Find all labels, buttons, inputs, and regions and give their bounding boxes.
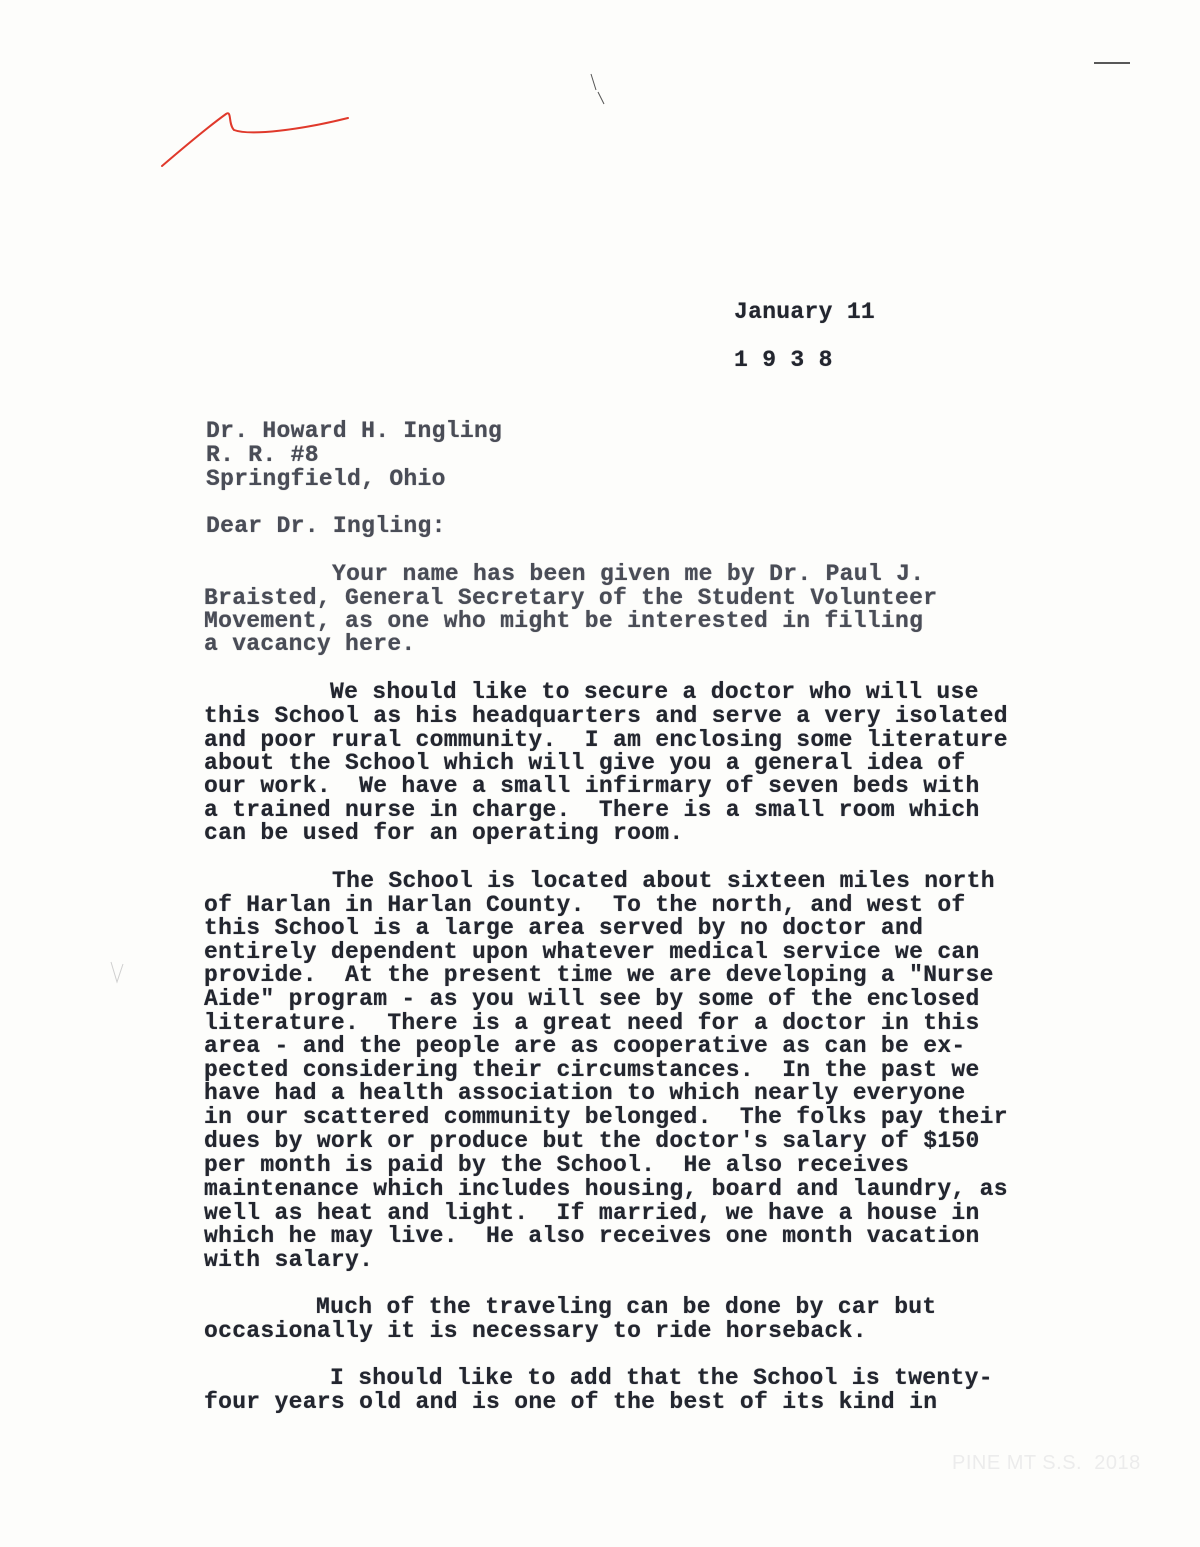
body-line: maintenance which includes housing, board and laundry, as <box>204 1176 1008 1202</box>
salutation: Dear Dr. Ingling: <box>206 513 446 539</box>
body-line: I should like to add that the School is twenty- <box>330 1365 993 1391</box>
body-line: in our scattered community belonged. The folks pay their <box>204 1104 1008 1130</box>
body-line: which he may live. He also receives one month vacation <box>204 1223 980 1249</box>
body-line: area - and the people are as cooperative as can be ex- <box>204 1033 966 1059</box>
tick-mark <box>588 72 608 106</box>
margin-mark <box>108 958 128 988</box>
body-line: We should like to secure a doctor who will use <box>330 679 979 705</box>
body-line: Braisted, General Secretary of the Student Volunteer <box>204 585 938 611</box>
body-line: pected considering their circumstances. In the past we <box>204 1057 980 1083</box>
body-line: Much of the traveling can be done by car but <box>316 1294 937 1320</box>
body-line: provide. At the present time we are developing a "Nurse <box>204 962 994 988</box>
body-line: this School as his headquarters and serve a very isolated <box>204 703 1008 729</box>
body-line: The School is located about sixteen miles north <box>332 868 995 894</box>
archive-watermark: PINE MT S.S. 2018 <box>952 1452 1141 1474</box>
address-line: R. R. #8 <box>206 442 319 468</box>
body-line: well as heat and light. If married, we have a house in <box>204 1200 980 1226</box>
body-line: and poor rural community. I am enclosing some literature <box>204 727 1008 753</box>
body-line: four years old and is one of the best of its kind in <box>204 1389 938 1415</box>
corner-dash-mark <box>1092 58 1132 68</box>
body-line: with salary. <box>204 1247 374 1273</box>
body-line: of Harlan in Harlan County. To the north, and west of <box>204 892 966 918</box>
body-line: Movement, as one who might be interested in filling <box>204 608 924 634</box>
body-line: literature. There is a great need for a doctor in this <box>204 1010 980 1036</box>
body-line: can be used for an operating room. <box>204 820 684 846</box>
body-line: Aide" program - as you will see by some of the enclosed <box>204 986 980 1012</box>
letter-date: January 11 <box>734 299 876 325</box>
body-line: a trained nurse in charge. There is a small room which <box>204 797 980 823</box>
body-line: occasionally it is necessary to ride horseback. <box>204 1318 867 1344</box>
body-line: a vacancy here. <box>204 631 416 657</box>
body-line: this School is a large area served by no doctor and <box>204 915 924 941</box>
address-line: Springfield, Ohio <box>206 466 446 492</box>
body-line: about the School which will give you a general idea of <box>204 750 966 776</box>
address-line: Dr. Howard H. Ingling <box>206 418 503 444</box>
body-line: have had a health association to which nearly everyone <box>204 1080 966 1106</box>
body-line: our work. We have a small infirmary of seven beds with <box>204 773 980 799</box>
red-pencil-mark <box>150 100 370 180</box>
letter-year: 1 9 3 8 <box>734 347 833 373</box>
body-line: per month is paid by the School. He also receives <box>204 1152 910 1178</box>
body-line: entirely dependent upon whatever medical service we can <box>204 939 980 965</box>
body-line: Your name has been given me by Dr. Paul J. <box>332 561 925 587</box>
body-line: dues by work or produce but the doctor's salary of $150 <box>204 1128 980 1154</box>
